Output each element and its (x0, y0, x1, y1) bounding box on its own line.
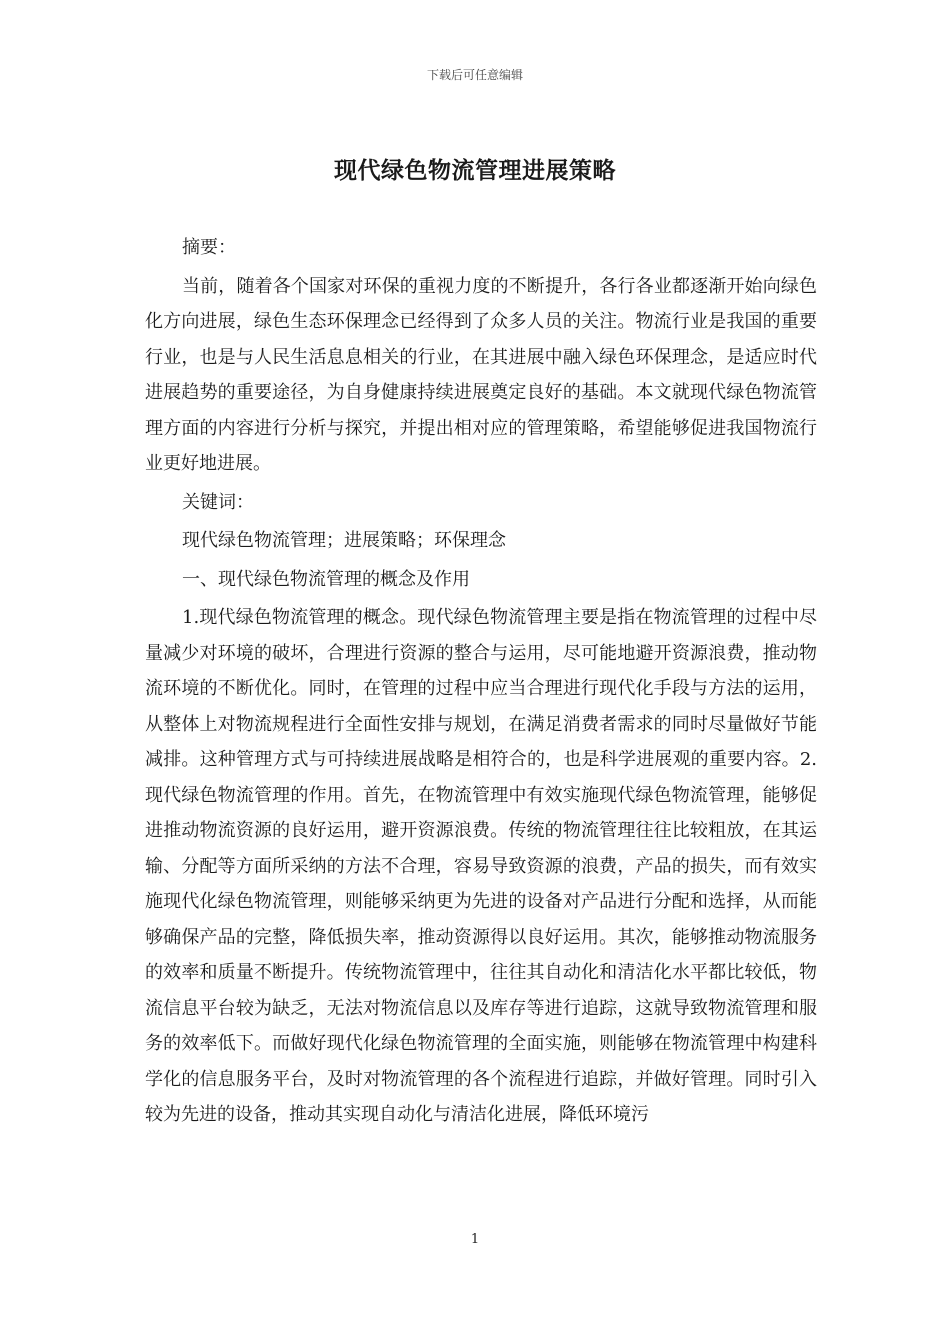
abstract-label: 摘要： (182, 237, 236, 258)
section-body-paragraph: 1.现代绿色物流管理的概念。现代绿色物流管理主要是指在物流管理的过程中尽量减少对环境的破坏，合理进行资源的整合与运用，尽可能地避开资源浪费，推动物流环境的不断优化。同时，在管理的过程中应当合理进行现代化手段与方法的运用，从整体上对物流规程进行全面性安排与规划，在满足消费者需求的同时尽量做好节能减排。这种管理方式与可持续进展战略是相符合的，也是科学进展观的重要内容。2.现代绿色物流管理的作用。首先，在物流管理中有效实施现代绿色物流管理，能够促进推动物流资源的良好运用，避开资源浪费。传统的物流管理往往比较粗放，在其运输、分配等方面所采纳的方法不合理，容易导致资源的浪费，产品的损失，而有效实施现代化绿色物流管理，则能够采纳更为先进的设备对产品进行分配和选择，从而能够确保产品的完整，降低损失率，推动资源得以良好运用。其次，能够推动物流服务的效率和质量不断提升。传统物流管理中，往往其自动化和清洁化水平都比较低，物流信息平台较为缺乏，无法对物流信息以及库存等进行追踪，这就导致物流管理和服务的效率低下。而做好现代化绿色物流管理的全面实施，则能够在物流管理中构建科学化的信息服务平台，及时对物流管理的各个流程进行追踪，并做好管理。同时引入较为先进的设备，推动其实现自动化与清洁化进展，降低环境污 (145, 607, 817, 1125)
section-heading: 一、现代绿色物流管理的概念及作用 (182, 568, 470, 590)
document-title: 现代绿色物流管理进展策略 (334, 158, 616, 184)
abstract-paragraph: 当前，随着各个国家对环保的重视力度的不断提升，各行各业都逐渐开始向绿色化方向进展，绿色生态环保理念已经得到了众多人员的关注。物流行业是我国的重要行业，也是与人民生活息息相关的行业，在其进展中融入绿色环保理念，是适应时代进展趋势的重要途径，为自身健康持续进展奠定良好的基础。本文就现代绿色物流管理方面的内容进行分析与探究，并提出相对应的管理策略，希望能够促进我国物流行业更好地进展。 (145, 275, 817, 474)
keywords-label: 关键词： (182, 491, 254, 513)
page-number: 1 (470, 1232, 480, 1247)
document-body (145, 230, 817, 1136)
page-header-note: 下载后可任意编辑 (426, 68, 523, 82)
keywords-paragraph: 现代绿色物流管理；进展策略；环保理念 (182, 530, 506, 551)
